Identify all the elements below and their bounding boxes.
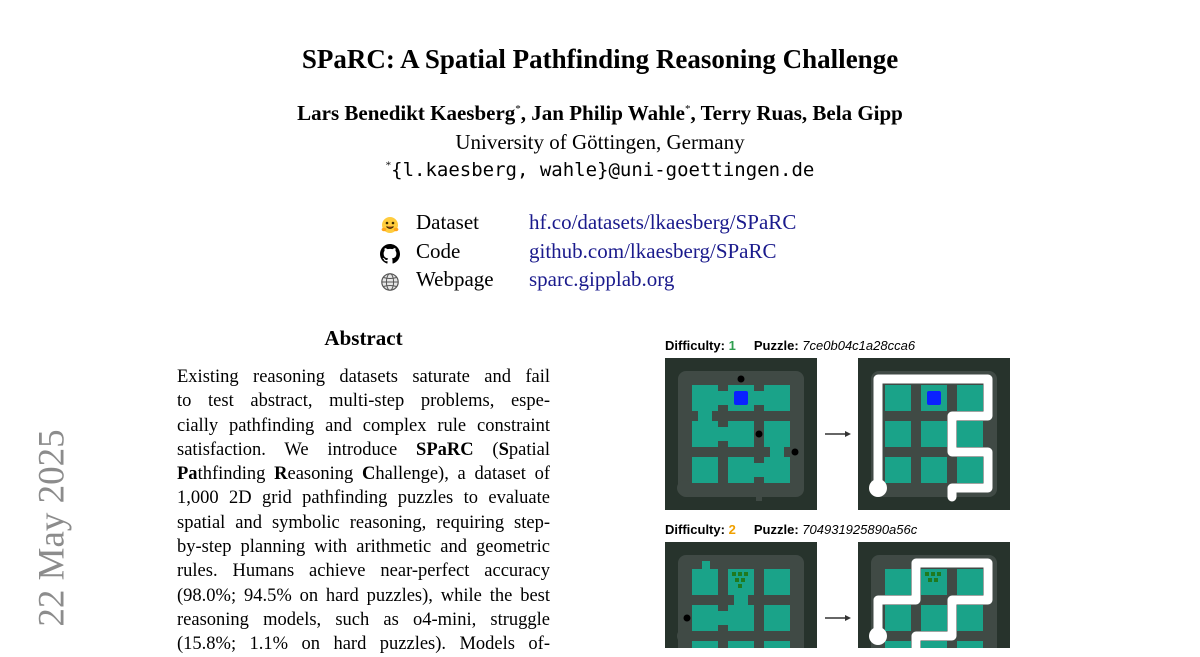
abstract-line: rules. Humans achieve near-perfect accuracy <box>177 561 550 582</box>
equal-contribution-mark: * <box>385 159 392 172</box>
difficulty-value: 1 <box>728 338 736 353</box>
puzzle-label: Puzzle: <box>753 522 799 537</box>
author-name: Terry Ruas <box>700 101 802 125</box>
abstract-line: Pathfinding Reasoning Challenge), a dataset of <box>177 464 550 485</box>
github-icon <box>380 244 400 264</box>
dataset-label: Dataset <box>416 210 479 234</box>
author-name: Bela Gipp <box>812 101 903 125</box>
arrow-icon <box>825 431 851 437</box>
arxiv-date-stamp <box>31 420 73 635</box>
puzzle-2-visual <box>664 541 1014 648</box>
abstract-body <box>177 365 550 657</box>
blue-square-marker <box>734 391 748 405</box>
puzzle-figure <box>664 338 1014 648</box>
author-separator: , <box>801 101 813 125</box>
difficulty-label: Difficulty: <box>665 522 725 537</box>
contact-email[interactable] <box>0 159 1200 181</box>
webpage-url-link[interactable]: sparc.gipplab.org <box>529 267 675 291</box>
puzzle-id: 704931925890a56c <box>802 522 918 537</box>
affiliation: University of Göttingen, Germany <box>455 130 745 154</box>
puzzle-2-solution <box>858 542 1010 648</box>
code-label: Code <box>416 238 461 263</box>
difficulty-value: 2 <box>728 522 736 537</box>
abstract-line: reasoning models, such as o4-mini, struggle <box>177 609 550 630</box>
abstract-line: to test abstract, multi-step problems, espe- <box>177 391 550 412</box>
abstract-line: by-step planning with arithmetic and geometric <box>177 537 550 558</box>
code-url-link[interactable]: github.com/lkaesberg/SPaRC <box>529 238 777 263</box>
abstract-line: (98.0%; 94.5% on hard puzzles), while the best <box>177 585 550 606</box>
abstract-line: spatial and symbolic reasoning, requiring step- <box>177 512 550 533</box>
webpage-label: Webpage <box>416 267 494 291</box>
arxiv-date-text: 22 May 2025 <box>31 428 73 627</box>
puzzle-2-board <box>665 542 817 648</box>
abstract-line: (15.8%; 1.1% on hard puzzles). Models of- <box>177 634 550 655</box>
equal-contribution-mark: * <box>515 103 521 115</box>
abstract-line: satisfaction. We introduce SPaRC (Spatial <box>177 439 550 460</box>
paper-title: SPaRC: A Spatial Pathfinding Reasoning Challenge <box>301 44 899 74</box>
puzzle-1-board <box>665 358 817 510</box>
author-separator: , <box>520 101 532 125</box>
author-name: Jan Philip Wahle <box>531 101 685 125</box>
globe-icon <box>380 272 400 292</box>
hugging-face-icon <box>380 215 400 235</box>
puzzle-1-caption <box>665 338 915 353</box>
difficulty-label: Difficulty: <box>665 338 725 353</box>
equal-contribution-mark: * <box>684 103 691 115</box>
puzzle-1-solution <box>858 358 1010 510</box>
dataset-url-link[interactable]: hf.co/datasets/lkaesberg/SPaRC <box>529 210 797 234</box>
abstract-line: cially pathfinding and complex rule constraint <box>177 415 550 436</box>
puzzle-2-caption <box>665 522 917 537</box>
author-name: Lars Benedikt Kaesberg <box>297 101 516 125</box>
puzzle-1-visual <box>664 357 1014 512</box>
arrow-icon <box>825 615 851 621</box>
abstract-heading: Abstract <box>324 326 403 350</box>
puzzle-label: Puzzle: <box>753 338 799 353</box>
author-list <box>0 101 1200 126</box>
puzzle-id: 7ce0b04c1a28cca6 <box>802 338 916 353</box>
abstract-line: 1,000 2D grid pathfinding puzzles to evaluate <box>177 488 550 509</box>
email-text[interactable]: {l.kaesberg, wahle}@uni-goettingen.de <box>391 159 815 181</box>
abstract-line: Existing reasoning datasets saturate and fail <box>177 367 550 387</box>
author-separator: , <box>690 101 701 125</box>
